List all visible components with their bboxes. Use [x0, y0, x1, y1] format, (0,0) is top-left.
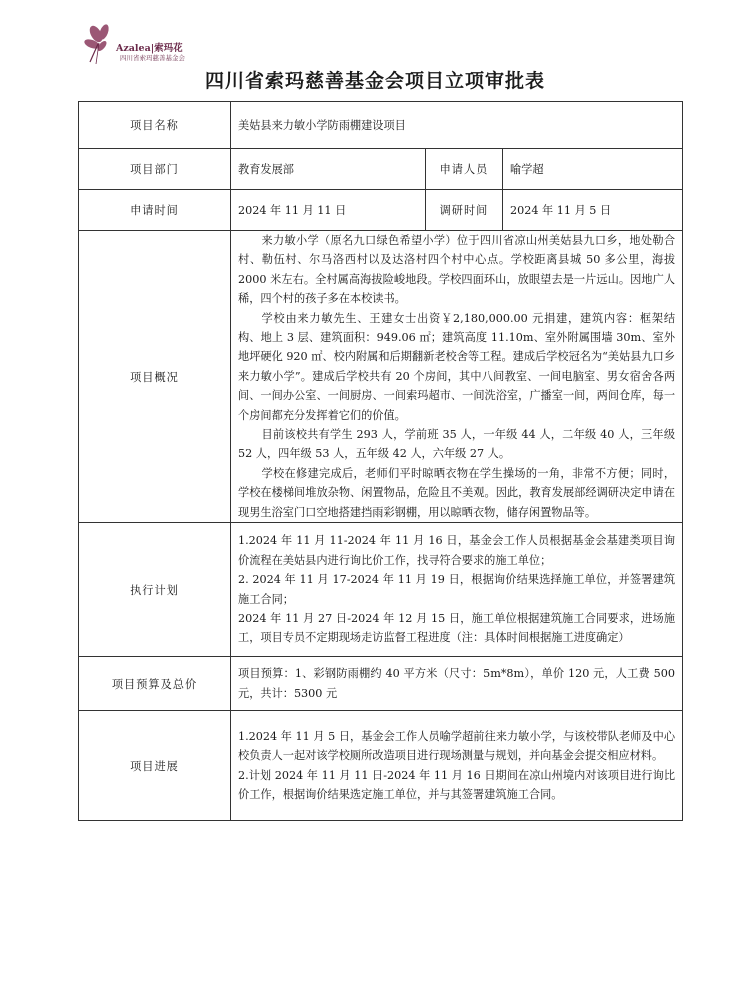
- plan-line: 1.2024 年 11 月 11-2024 年 11 月 16 日，基金会工作人员根据基金会基建类项目询价流程在美姑县内进行询比价工作，找寻符合要求的施工单位；: [238, 534, 676, 567]
- approval-form-table: [78, 101, 683, 821]
- project-name-value: 美姑县来力敏小学防雨棚建设项目: [231, 102, 683, 149]
- plan-text: [231, 523, 683, 657]
- budget-line: 项目预算：1、彩钢防雨棚约 40 平方米（尺寸：5m*8m），单价 120 元，人工费 500 元，共计：5300 元: [238, 667, 676, 700]
- row-dates: [79, 190, 683, 231]
- overview-paragraph: 目前该校共有学生 293 人，学前班 35 人，一年级 44 人，二年级 40 人，三年级 52 人，四年级 53 人，五年级 42 人，六年级 27 人。: [238, 428, 676, 461]
- survey-date-label: 调研时间: [426, 190, 503, 231]
- plan-line: 2024 年 11 月 27 日-2024 年 12 月 15 日，施工单位根据建筑施工合同要求，进场施工，项目专员不定期现场走访监督工程进度（注：具体时间根据施工进度确定）: [238, 612, 676, 645]
- progress-text: [231, 711, 683, 821]
- row-project-name: [79, 102, 683, 149]
- progress-line: 2.计划 2024 年 11 月 11 日-2024 年 11 月 16 日期间在凉山州境内对该项目进行询比价工作，根据询价结果选定施工单位，并与其签署建筑施工合同。: [238, 768, 676, 801]
- overview-label: 项目概况: [79, 231, 231, 523]
- budget-label: 项目预算及总价: [79, 657, 231, 711]
- plan-line: 2. 2024 年 11 月 17-2024 年 11 月 19 日，根据询价结果选择施工单位，并签署建筑施工合同；: [238, 573, 676, 606]
- department-value: 教育发展部: [231, 149, 426, 190]
- row-progress: [79, 711, 683, 821]
- overview-paragraph: 学校在修建完成后，老师们平时晾晒衣物在学生操场的一角，非常不方便；同时，学校在楼梯间堆放杂物、闲置物品，危险且不美观。因此，教育发展部经调研决定申请在现男生浴室门口空地搭建挡雨彩钢棚，用以晾晒衣物，储存闲置物品等。: [238, 466, 676, 519]
- progress-label: 项目进展: [79, 711, 231, 821]
- department-label: 项目部门: [79, 149, 231, 190]
- apply-date-value: 2024 年 11 月 11 日: [231, 190, 426, 231]
- overview-text: [231, 231, 683, 523]
- survey-date-value: 2024 年 11 月 5 日: [503, 190, 683, 231]
- project-name-label: 项目名称: [79, 102, 231, 149]
- apply-date-label: 申请时间: [79, 190, 231, 231]
- row-budget: [79, 657, 683, 711]
- budget-text: [231, 657, 683, 711]
- applicant-value: 喻学超: [503, 149, 683, 190]
- progress-line: 1.2024 年 11 月 5 日，基金会工作人员喻学超前往来力敏小学，与该校带队老师及中心校负责人一起对该学校厕所改造项目进行现场测量与规划，并向基金会提交相应材料。: [238, 729, 676, 763]
- row-department: [79, 149, 683, 190]
- logo-brand-text: Azalea|索玛花: [116, 43, 183, 54]
- row-overview: [79, 231, 683, 523]
- document-title: 四川省索玛慈善基金会项目立项审批表: [204, 70, 545, 92]
- logo-org-text: 四川省索玛慈善基金会: [120, 54, 185, 62]
- overview-paragraph: 学校由来力敏先生、王建女士出资￥2,180,000.00 元捐建，建筑内容：框架结构、地上 3 层、建筑面积：949.06 ㎡；建筑高度 11.10m、室外附属围墙 30m、室外地坪硬化 920 ㎡、校内附属和后期翻新老校舍等工程。建成后学校冠名为“美姑县九口乡来力敏小学”。建成后学校共有 20 个房间，其中八间教室、一间电脑室、男女宿舍各两间、一间办公室、一间厨房、一间索玛超市、一间洗浴室，广播室一间，两间仓库，每一个房间都充分发挥着它们的价值。: [238, 311, 676, 422]
- foundation-logo: [82, 22, 192, 70]
- row-plan: [79, 523, 683, 657]
- applicant-label: 申请人员: [426, 149, 503, 190]
- plan-label: 执行计划: [79, 523, 231, 657]
- overview-paragraph: 来力敏小学（原名九口绿色希望小学）位于四川省凉山州美姑县九口乡，地处勒合村、勒伍村、尔马洛西村以及达洛村四个村中心点。学校距离县城 50 多公里，海拔 2000 米左右。全村属高海拔险峻地段。学校四面环山，放眼望去是一片远山。因地广人稀，四个村的孩子多在本校读书。: [238, 234, 676, 306]
